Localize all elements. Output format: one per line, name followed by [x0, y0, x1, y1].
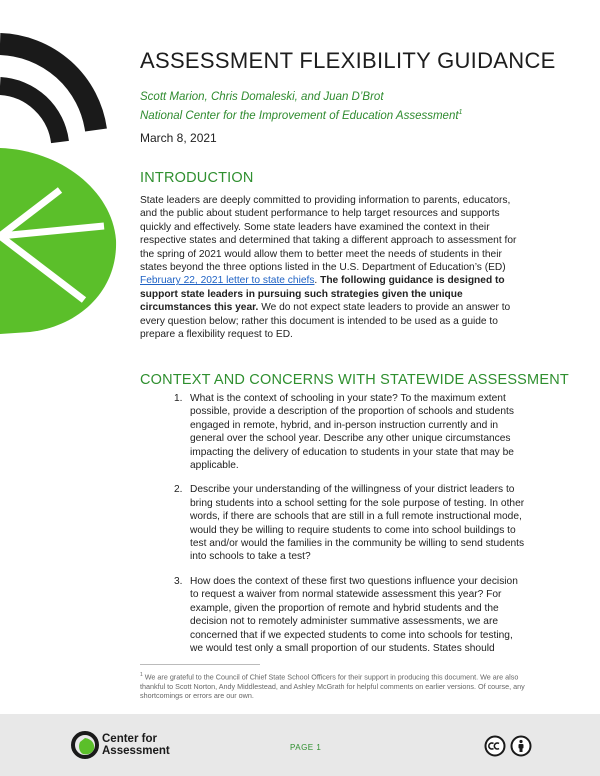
ed-letter-link[interactable]: February 22, 2021 letter to state chiefs	[140, 275, 315, 287]
page-footer	[0, 714, 600, 776]
footnote	[140, 671, 530, 701]
brand-line-2: Assessment	[102, 745, 170, 757]
question-text: Describe your understanding of the willingness of your district leaders to bring students into a school setting for the sole purpose of testing. In other words, if there are schools that are still in a full remote instructional mode, would they be willing to require students to come into school buildings to test and/or would the families in the community be willing to send students into schools to take a test?	[190, 484, 525, 563]
introduction-heading: INTRODUCTION	[140, 170, 254, 186]
logo-leaf	[0, 148, 116, 334]
document-title: ASSESSMENT FLEXIBILITY GUIDANCE	[140, 48, 556, 73]
intro-text: State leaders are deeply committed to providing information to parents, educators, and the public about student performance to help target resources and supports quickly and effectively. Some state leaders have examined the context in their respective states and determined that taking a different approach to assessment for the spring of 2021 would allow them to better meet the needs of students in their states beyond the three options listed in the U.S. Department of Education’s (ED)	[140, 195, 517, 274]
question-number: 1.	[174, 393, 183, 404]
attribution-icon	[510, 735, 532, 757]
context-heading: CONTEXT AND CONCERNS WITH STATEWIDE ASSESSMENT	[140, 372, 569, 388]
question-text: How does the context of these first two questions influence your decision to request a waiver from normal statewide assessment this year? For example, given the proportion of remote and hybrid students and the decision not to remotely administer summative assessments, we are concerned that if we expected students to come into schools for testing, we would test only a small proportion of our students. States should	[190, 575, 518, 654]
footnote-marker: 1	[140, 672, 143, 678]
footnote-divider	[140, 664, 260, 665]
author-block	[140, 90, 462, 124]
question-number: 3.	[174, 575, 183, 587]
question-list	[174, 392, 526, 666]
footnote-ref[interactable]: 1	[458, 109, 463, 116]
logo-arc-inner	[0, 86, 60, 142]
introduction-paragraph: State leaders are deeply committed to providing information to parents, educators, and the public about student performance to help target resources and supports quickly and effectively. Some state leaders have examined the context in their respective states and determined that taking a different approach to assessment for the spring of 2021 would allow them to better meet the needs of students in their states beyond the three options listed in the U.S. Department of Education’s (ED) February 22, 2021 letter to state chiefs. The following guidance is designed to support state leaders in pursuing such strategies given the unique circumstances this year. We do not expect state leaders to provide an answer to every question below; rather this document is intended to be used as a guide to prepare a flexibility request to ED.	[140, 195, 517, 341]
footnote-text: We are grateful to the Council of Chief State School Officers for their support in producing this document. We are also thankful to Scott Norton, Andy Middlestead, and Ashley McGrath for helpful comments on earlier versions. Of course, any shortcomings or errors are our own.	[140, 672, 525, 701]
list-item	[174, 483, 526, 563]
document-date: March 8, 2021	[140, 131, 217, 145]
question-text: What is the context of schooling in your state? To the maximum extent possible, provide a description of the proportion of schools and students engaged in remote, hybrid, and in-person instruction currently and in general over the school year. Describe any other unique circumstances impacting the delivery of education to students in your state that may be applicable.	[190, 393, 514, 472]
intro-text-after: We do not expect state leaders to provide an answer to every question below; rather this document is intended to be used as a guide to prepare a flexibility request to ED.	[140, 302, 511, 341]
brand-logo-graphic	[0, 0, 128, 340]
organization-name: National Center for the Improvement of Education Assessment	[140, 109, 459, 122]
intro-bold-text: The following guidance is designed to support state leaders in pursuing such strategies given the unique circumstances this year.	[140, 275, 505, 314]
question-number: 2.	[174, 484, 183, 496]
author-organization	[140, 105, 462, 124]
list-item	[174, 392, 526, 472]
page-number: PAGE 1	[290, 743, 322, 752]
footer-logo-icon	[70, 730, 100, 760]
footer-brand-name	[102, 733, 172, 757]
creative-commons-icon	[484, 735, 506, 757]
list-item	[174, 575, 526, 655]
brand-line-1: Center for	[102, 733, 157, 745]
author-names: Scott Marion, Chris Domaleski, and Juan D’Brot	[140, 91, 384, 103]
